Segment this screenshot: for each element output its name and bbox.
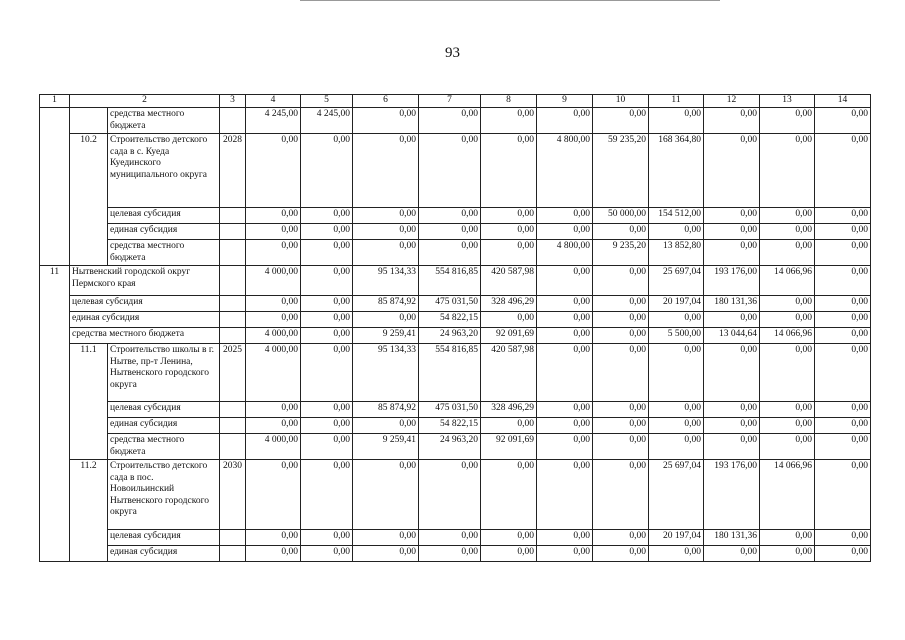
value-cell: 0,00 — [704, 402, 760, 418]
table-row — [40, 546, 871, 562]
column-header-10: 10 — [593, 95, 649, 108]
value-cell: 0,00 — [481, 224, 537, 240]
year-cell — [220, 418, 246, 434]
value-cell: 0,00 — [649, 108, 704, 134]
column-header-9: 9 — [537, 95, 593, 108]
value-cell: 0,00 — [649, 344, 704, 402]
value-cell: 14 066,96 — [760, 328, 815, 344]
value-cell: 0,00 — [301, 418, 353, 434]
value-cell: 0,00 — [760, 434, 815, 460]
value-cell: 85 874,92 — [353, 402, 419, 418]
value-cell: 0,00 — [481, 108, 537, 134]
value-cell: 420 587,98 — [481, 266, 537, 296]
year-cell — [220, 328, 246, 344]
value-cell: 0,00 — [537, 418, 593, 434]
value-cell: 0,00 — [301, 344, 353, 402]
value-cell: 328 496,29 — [481, 296, 537, 312]
value-cell: 0,00 — [246, 460, 301, 530]
value-cell: 0,00 — [537, 530, 593, 546]
year-cell — [220, 224, 246, 240]
value-cell: 0,00 — [815, 328, 871, 344]
row-label: средства местного бюджета — [70, 328, 220, 344]
column-header-2: 2 — [70, 95, 220, 108]
value-cell: 0,00 — [593, 402, 649, 418]
value-cell: 154 512,00 — [649, 208, 704, 224]
value-cell: 0,00 — [301, 328, 353, 344]
value-cell: 20 197,04 — [649, 530, 704, 546]
value-cell: 0,00 — [704, 208, 760, 224]
value-cell: 0,00 — [593, 328, 649, 344]
value-cell: 0,00 — [353, 208, 419, 224]
table-row — [40, 134, 871, 208]
row-label: целевая субсидия — [70, 296, 220, 312]
value-cell: 0,00 — [593, 434, 649, 460]
value-cell: 0,00 — [481, 418, 537, 434]
value-cell: 4 245,00 — [301, 108, 353, 134]
value-cell: 0,00 — [537, 344, 593, 402]
value-cell: 9 259,41 — [353, 328, 419, 344]
row-label: Строительство детского сада в пос. Новоильинский Нытвенского городского округа — [108, 460, 220, 530]
value-cell: 0,00 — [704, 546, 760, 562]
value-cell: 4 245,00 — [246, 108, 301, 134]
value-cell: 0,00 — [353, 240, 419, 266]
value-cell: 14 066,96 — [760, 460, 815, 530]
table-row — [40, 402, 871, 418]
value-cell: 5 500,00 — [649, 328, 704, 344]
table-row — [40, 434, 871, 460]
year-cell: 2028 — [220, 134, 246, 208]
value-cell: 0,00 — [353, 312, 419, 328]
object-code-cell — [70, 108, 108, 134]
value-cell: 85 874,92 — [353, 296, 419, 312]
value-cell: 4 000,00 — [246, 344, 301, 402]
column-header-12: 12 — [704, 95, 760, 108]
value-cell: 0,00 — [760, 134, 815, 208]
column-header-6: 6 — [353, 95, 419, 108]
table-row — [40, 328, 871, 344]
row-label: единая субсидия — [108, 224, 220, 240]
value-cell: 475 031,50 — [419, 402, 481, 418]
value-cell: 0,00 — [815, 224, 871, 240]
table-row — [40, 208, 871, 224]
value-cell: 0,00 — [481, 240, 537, 266]
value-cell: 0,00 — [537, 208, 593, 224]
group-number-cell: 11 — [40, 266, 70, 562]
value-cell: 0,00 — [704, 434, 760, 460]
value-cell: 14 066,96 — [760, 266, 815, 296]
value-cell: 0,00 — [419, 208, 481, 224]
value-cell: 0,00 — [481, 546, 537, 562]
value-cell: 0,00 — [537, 312, 593, 328]
table-row — [40, 108, 871, 134]
row-label: средства местного бюджета — [108, 434, 220, 460]
value-cell: 554 816,85 — [419, 266, 481, 296]
column-header-3: 3 — [220, 95, 246, 108]
table-row — [40, 530, 871, 546]
column-header-4: 4 — [246, 95, 301, 108]
value-cell: 0,00 — [649, 402, 704, 418]
value-cell: 0,00 — [815, 296, 871, 312]
value-cell: 0,00 — [815, 546, 871, 562]
value-cell: 4 800,00 — [537, 240, 593, 266]
row-label: единая субсидия — [108, 418, 220, 434]
row-label: Нытвенский городской округ Пермского края — [70, 266, 220, 296]
value-cell: 0,00 — [815, 460, 871, 530]
value-cell: 0,00 — [649, 434, 704, 460]
value-cell: 0,00 — [419, 460, 481, 530]
value-cell: 59 235,20 — [593, 134, 649, 208]
value-cell: 0,00 — [419, 546, 481, 562]
value-cell: 0,00 — [301, 208, 353, 224]
value-cell: 0,00 — [760, 344, 815, 402]
value-cell: 0,00 — [537, 108, 593, 134]
table-row — [40, 266, 871, 296]
table-row — [40, 460, 871, 530]
value-cell: 0,00 — [593, 460, 649, 530]
value-cell: 9 235,20 — [593, 240, 649, 266]
value-cell: 13 044,64 — [704, 328, 760, 344]
value-cell: 0,00 — [301, 530, 353, 546]
value-cell: 92 091,69 — [481, 328, 537, 344]
value-cell: 0,00 — [481, 134, 537, 208]
value-cell: 9 259,41 — [353, 434, 419, 460]
value-cell: 0,00 — [301, 434, 353, 460]
value-cell: 0,00 — [537, 546, 593, 562]
value-cell: 0,00 — [246, 224, 301, 240]
value-cell: 0,00 — [760, 312, 815, 328]
year-cell — [220, 208, 246, 224]
value-cell: 0,00 — [815, 108, 871, 134]
value-cell: 0,00 — [704, 240, 760, 266]
value-cell: 0,00 — [301, 312, 353, 328]
value-cell: 0,00 — [301, 296, 353, 312]
year-cell: 2030 — [220, 460, 246, 530]
value-cell: 193 176,00 — [704, 460, 760, 530]
value-cell: 0,00 — [419, 240, 481, 266]
value-cell: 0,00 — [301, 240, 353, 266]
value-cell: 0,00 — [593, 530, 649, 546]
value-cell: 13 852,80 — [649, 240, 704, 266]
value-cell: 95 134,33 — [353, 344, 419, 402]
value-cell: 0,00 — [815, 240, 871, 266]
value-cell: 0,00 — [593, 266, 649, 296]
value-cell: 0,00 — [593, 418, 649, 434]
value-cell: 0,00 — [815, 402, 871, 418]
value-cell: 554 816,85 — [419, 344, 481, 402]
value-cell: 0,00 — [704, 312, 760, 328]
value-cell: 0,00 — [301, 546, 353, 562]
value-cell: 24 963,20 — [419, 328, 481, 344]
table-row — [40, 418, 871, 434]
value-cell: 0,00 — [815, 134, 871, 208]
value-cell: 0,00 — [481, 530, 537, 546]
value-cell: 180 131,36 — [704, 296, 760, 312]
column-header-8: 8 — [481, 95, 537, 108]
value-cell: 0,00 — [815, 312, 871, 328]
value-cell: 0,00 — [593, 296, 649, 312]
value-cell: 193 176,00 — [704, 266, 760, 296]
value-cell: 0,00 — [704, 134, 760, 208]
value-cell: 0,00 — [301, 266, 353, 296]
value-cell: 0,00 — [593, 546, 649, 562]
column-header-11: 11 — [649, 95, 704, 108]
value-cell: 420 587,98 — [481, 344, 537, 402]
value-cell: 0,00 — [704, 224, 760, 240]
value-cell: 0,00 — [593, 312, 649, 328]
value-cell: 0,00 — [593, 344, 649, 402]
value-cell: 0,00 — [649, 224, 704, 240]
column-header-7: 7 — [419, 95, 481, 108]
value-cell: 0,00 — [760, 402, 815, 418]
value-cell: 0,00 — [704, 108, 760, 134]
value-cell: 0,00 — [419, 530, 481, 546]
page-number: 93 — [445, 45, 460, 61]
table-row — [40, 224, 871, 240]
value-cell: 0,00 — [246, 546, 301, 562]
column-header-1: 1 — [40, 95, 70, 108]
value-cell: 4 000,00 — [246, 434, 301, 460]
value-cell: 0,00 — [301, 460, 353, 530]
value-cell: 25 697,04 — [649, 460, 704, 530]
value-cell: 50 000,00 — [593, 208, 649, 224]
value-cell: 0,00 — [481, 312, 537, 328]
value-cell: 92 091,69 — [481, 434, 537, 460]
row-label: единая субсидия — [70, 312, 220, 328]
value-cell: 0,00 — [593, 224, 649, 240]
value-cell: 180 131,36 — [704, 530, 760, 546]
value-cell: 0,00 — [649, 418, 704, 434]
value-cell: 0,00 — [760, 530, 815, 546]
value-cell: 0,00 — [353, 224, 419, 240]
row-label: целевая субсидия — [108, 208, 220, 224]
object-code-cell: 10.2 — [70, 134, 108, 266]
value-cell: 0,00 — [537, 402, 593, 418]
value-cell: 0,00 — [481, 208, 537, 224]
value-cell: 0,00 — [537, 328, 593, 344]
value-cell: 0,00 — [537, 434, 593, 460]
value-cell: 24 963,20 — [419, 434, 481, 460]
row-label: Строительство детского сада в с. Куеда Куединского муниципального округа — [108, 134, 220, 208]
value-cell: 0,00 — [760, 108, 815, 134]
year-cell — [220, 108, 246, 134]
value-cell: 0,00 — [760, 296, 815, 312]
value-cell: 0,00 — [593, 108, 649, 134]
value-cell: 0,00 — [815, 344, 871, 402]
budget-table — [39, 94, 871, 562]
value-cell: 0,00 — [353, 108, 419, 134]
year-cell — [220, 240, 246, 266]
object-code-cell: 11.1 — [70, 344, 108, 460]
value-cell: 0,00 — [704, 344, 760, 402]
value-cell: 0,00 — [481, 460, 537, 530]
column-header-13: 13 — [760, 95, 815, 108]
value-cell: 0,00 — [301, 402, 353, 418]
table-body — [40, 108, 871, 562]
value-cell: 20 197,04 — [649, 296, 704, 312]
value-cell: 0,00 — [760, 546, 815, 562]
year-cell: 2025 — [220, 344, 246, 402]
value-cell: 0,00 — [760, 224, 815, 240]
value-cell: 0,00 — [246, 312, 301, 328]
value-cell: 0,00 — [246, 402, 301, 418]
value-cell: 0,00 — [760, 208, 815, 224]
value-cell: 4 800,00 — [537, 134, 593, 208]
year-cell — [220, 546, 246, 562]
value-cell: 0,00 — [815, 530, 871, 546]
value-cell: 0,00 — [815, 266, 871, 296]
value-cell: 0,00 — [760, 418, 815, 434]
value-cell: 0,00 — [419, 224, 481, 240]
value-cell: 0,00 — [537, 266, 593, 296]
value-cell: 0,00 — [537, 224, 593, 240]
value-cell: 54 822,15 — [419, 312, 481, 328]
value-cell: 0,00 — [246, 134, 301, 208]
row-label: единая субсидия — [108, 546, 220, 562]
value-cell: 0,00 — [537, 296, 593, 312]
table-header — [40, 95, 871, 108]
year-cell — [220, 266, 246, 296]
year-cell — [220, 434, 246, 460]
value-cell: 0,00 — [649, 312, 704, 328]
value-cell: 0,00 — [353, 530, 419, 546]
value-cell: 4 000,00 — [246, 328, 301, 344]
group-number-cell — [40, 108, 70, 266]
value-cell: 0,00 — [815, 434, 871, 460]
value-cell: 0,00 — [246, 530, 301, 546]
value-cell: 4 000,00 — [246, 266, 301, 296]
table-row — [40, 344, 871, 402]
value-cell: 168 364,80 — [649, 134, 704, 208]
object-code-cell: 11.2 — [70, 460, 108, 562]
value-cell: 328 496,29 — [481, 402, 537, 418]
column-header-5: 5 — [301, 95, 353, 108]
value-cell: 0,00 — [246, 296, 301, 312]
value-cell: 0,00 — [353, 134, 419, 208]
column-header-14: 14 — [815, 95, 871, 108]
value-cell: 0,00 — [815, 418, 871, 434]
table-row — [40, 312, 871, 328]
value-cell: 95 134,33 — [353, 266, 419, 296]
row-label: целевая субсидия — [108, 402, 220, 418]
value-cell: 0,00 — [649, 546, 704, 562]
value-cell: 54 822,15 — [419, 418, 481, 434]
value-cell: 475 031,50 — [419, 296, 481, 312]
row-label: средства местного бюджета — [108, 240, 220, 266]
row-label: Строительство школы в г. Нытве, пр-т Ленина, Нытвенского городского округа — [108, 344, 220, 402]
year-cell — [220, 530, 246, 546]
value-cell: 0,00 — [353, 460, 419, 530]
value-cell: 0,00 — [246, 418, 301, 434]
value-cell: 0,00 — [301, 134, 353, 208]
year-cell — [220, 296, 246, 312]
value-cell: 0,00 — [246, 208, 301, 224]
value-cell: 0,00 — [246, 240, 301, 266]
value-cell: 0,00 — [419, 108, 481, 134]
value-cell: 0,00 — [537, 460, 593, 530]
year-cell — [220, 312, 246, 328]
year-cell — [220, 402, 246, 418]
value-cell: 0,00 — [419, 134, 481, 208]
top-rule — [300, 0, 720, 1]
value-cell: 0,00 — [353, 546, 419, 562]
row-label: целевая субсидия — [108, 530, 220, 546]
row-label: средства местного бюджета — [108, 108, 220, 134]
value-cell: 0,00 — [353, 418, 419, 434]
table-row — [40, 296, 871, 312]
value-cell: 0,00 — [301, 224, 353, 240]
value-cell: 25 697,04 — [649, 266, 704, 296]
table-row — [40, 240, 871, 266]
value-cell: 0,00 — [704, 418, 760, 434]
value-cell: 0,00 — [760, 240, 815, 266]
value-cell: 0,00 — [815, 208, 871, 224]
